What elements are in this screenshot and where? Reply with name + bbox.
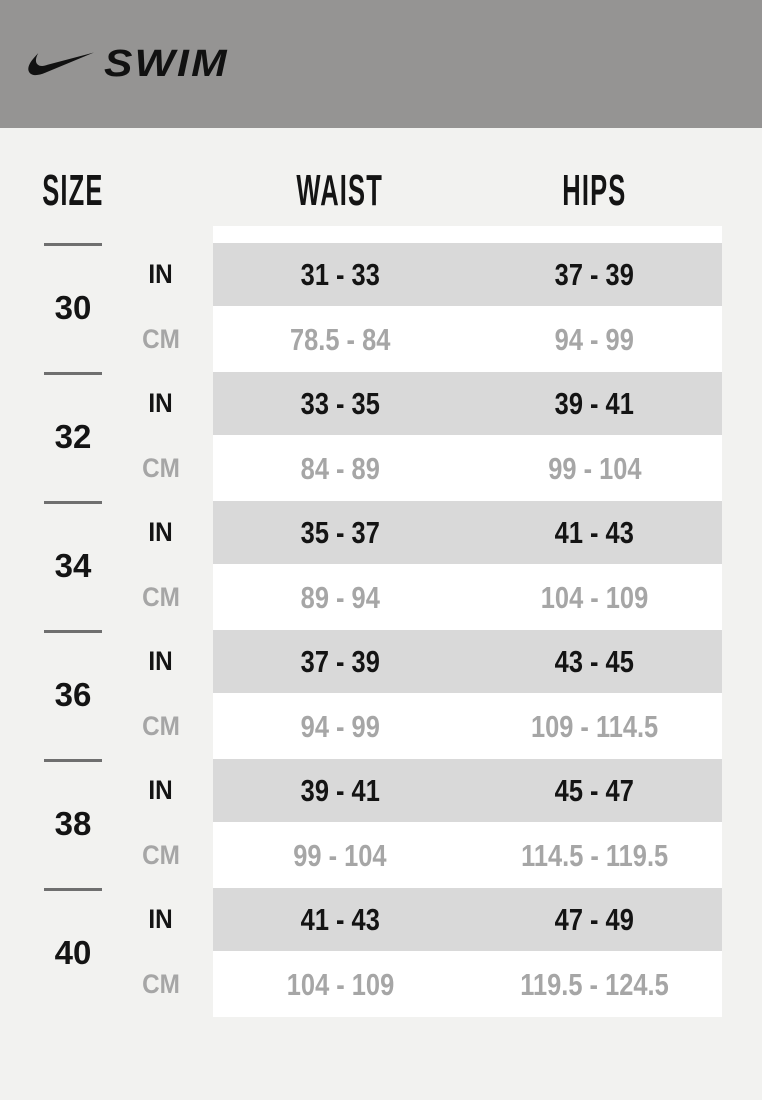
nike-swim-logo — [28, 42, 229, 86]
unit-label-in: IN — [148, 517, 173, 547]
unit-label-in: IN — [148, 388, 173, 418]
unit-label-in: IN — [148, 775, 173, 805]
hips-in-value: 45 - 47 — [467, 759, 722, 822]
size-cell: 40 — [38, 888, 108, 1017]
unit-label-cm: CM — [141, 968, 180, 999]
hips-in-value: 41 - 43 — [467, 501, 722, 564]
size-cell: 38 — [38, 759, 108, 888]
unit-label-in: IN — [148, 646, 173, 676]
size-divider — [44, 630, 102, 633]
unit-label-in: IN — [148, 904, 173, 934]
unit-label-cm: CM — [141, 581, 180, 612]
hips-in-value: 37 - 39 — [467, 243, 722, 306]
hips-in-value: 39 - 41 — [467, 372, 722, 435]
column-headers — [0, 128, 762, 226]
hips-cm-value: 99 - 104 — [467, 435, 722, 501]
waist-in-value: 35 - 37 — [213, 501, 467, 564]
waist-cm-value: 89 - 94 — [213, 564, 467, 630]
size-divider — [44, 243, 102, 246]
size-divider — [44, 888, 102, 891]
logo-bar — [0, 0, 762, 128]
unit-label-cm: CM — [141, 323, 180, 354]
waist-cm-value: 94 - 99 — [213, 693, 467, 759]
size-divider — [44, 372, 102, 375]
hips-cm-value: 114.5 - 119.5 — [467, 822, 722, 888]
size-column-header: SIZE — [42, 166, 104, 215]
hips-cm-value: 94 - 99 — [467, 306, 722, 372]
size-divider — [44, 759, 102, 762]
unit-label-in: IN — [148, 259, 173, 289]
unit-label-cm: CM — [141, 710, 180, 741]
swim-wordmark: SWIM — [104, 42, 229, 85]
waist-in-value: 31 - 33 — [213, 243, 467, 306]
waist-cm-value: 99 - 104 — [213, 822, 467, 888]
hips-in-value: 43 - 45 — [467, 630, 722, 693]
waist-in-value: 37 - 39 — [213, 630, 467, 693]
size-cell: 32 — [38, 372, 108, 501]
size-divider — [44, 501, 102, 504]
hips-cm-value: 109 - 114.5 — [467, 693, 722, 759]
hips-in-value: 47 - 49 — [467, 888, 722, 951]
size-cell: 34 — [38, 501, 108, 630]
unit-label-cm: CM — [141, 452, 180, 483]
hips-column-header: HIPS — [562, 166, 627, 215]
waist-cm-value: 78.5 - 84 — [213, 306, 467, 372]
waist-column-header: WAIST — [296, 166, 384, 215]
table-top-padding — [213, 226, 722, 243]
size-cell: 30 — [38, 243, 108, 372]
waist-cm-value: 104 - 109 — [213, 951, 467, 1017]
size-cell: 36 — [38, 630, 108, 759]
size-table — [0, 226, 762, 1017]
hips-cm-value: 104 - 109 — [467, 564, 722, 630]
waist-in-value: 33 - 35 — [213, 372, 467, 435]
waist-in-value: 39 - 41 — [213, 759, 467, 822]
unit-label-cm: CM — [141, 839, 180, 870]
nike-swoosh-icon — [28, 52, 94, 76]
waist-cm-value: 84 - 89 — [213, 435, 467, 501]
hips-cm-value: 119.5 - 124.5 — [467, 951, 722, 1017]
waist-in-value: 41 - 43 — [213, 888, 467, 951]
